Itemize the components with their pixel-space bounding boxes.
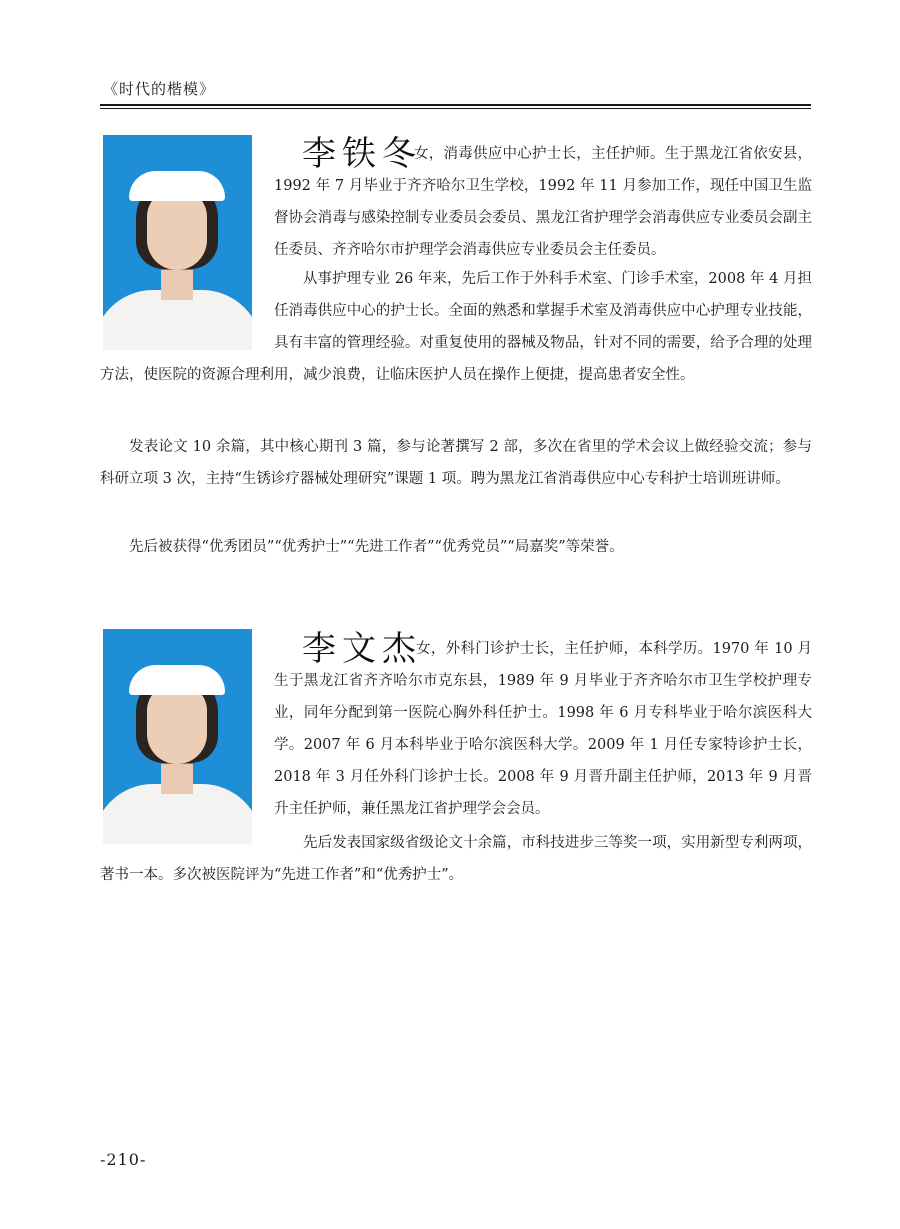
header-rule-thin <box>100 108 811 109</box>
portrait-photo <box>103 629 252 844</box>
profile-paragraph: 先后发表国家级省级论文十余篇，市科技进步三等奖一项，实用新型专利两项，著书一本。多次被医院评为“先进工作者”和“优秀护士”。 <box>100 835 812 883</box>
running-header: 《时代的楷模》 <box>103 80 216 98</box>
person-name: 李铁冬 <box>302 134 422 174</box>
person-name: 李文杰 <box>302 629 422 669</box>
profile-intro: 女，消毒供应中心护士长，主任护师。生于黑龙江省依安县，1992 年 7 月毕业于齐齐哈尔卫生学校，1992 年 11 月参加工作，现任中国卫生监督协会消毒与感染控制专业委员会委员、黑龙江省护理学会消毒供应专业委员会副主任委员、齐齐哈尔市护理学会消毒供应专业委员会主任委员。 <box>274 146 812 258</box>
profile-paragraph: 先后被获得“优秀团员”“优秀护士”“先进工作者”“优秀党员”“局嘉奖”等荣誉。 <box>129 539 624 555</box>
profile-paragraph: 从事护理专业 26 年来，先后工作于外科手术室、门诊手术室，2008 年 4 月担任消毒供应中心的护士长。全面的熟悉和掌握手术室及消毒供应中心护理专业技能，具有丰富的管理经验。对重复使用的器械及物品，针对不同的需要，给予合理的处理方法，使医院的资源合理利用，减少浪费，让临床医护人员在操作上便捷，提高患者安全性。 <box>100 271 812 383</box>
profile-intro: 女，外科门诊护士长，主任护师，本科学历。1970 年 10 月生于黑龙江省齐齐哈尔市克东县，1989 年 9 月毕业于齐齐哈尔市卫生学校护理专业，同年分配到第一医院心胸外科任护士。1998 年 6 月专科毕业于哈尔滨医科大学。2007 年 6 月本科毕业于哈尔滨医科大学。2009 年 1 月任专家特诊护士长，2018 年 3 月任外科门诊护士长。2008 年 9 月晋升副主任护师，2013 年 9 月晋升主任护师，兼任黑龙江省护理学会会员。 <box>274 641 812 817</box>
page-number: -210- <box>100 1150 147 1169</box>
header-rule <box>100 104 811 106</box>
profile-paragraph: 发表论文 10 余篇，其中核心期刊 3 篇，参与论著撰写 2 部，多次在省里的学术会议上做经验交流；参与科研立项 3 次，主持“生锈诊疗器械处理研究”课题 1 项。聘为黑龙江省消毒供应中心专科护士培训班讲师。 <box>100 439 812 487</box>
